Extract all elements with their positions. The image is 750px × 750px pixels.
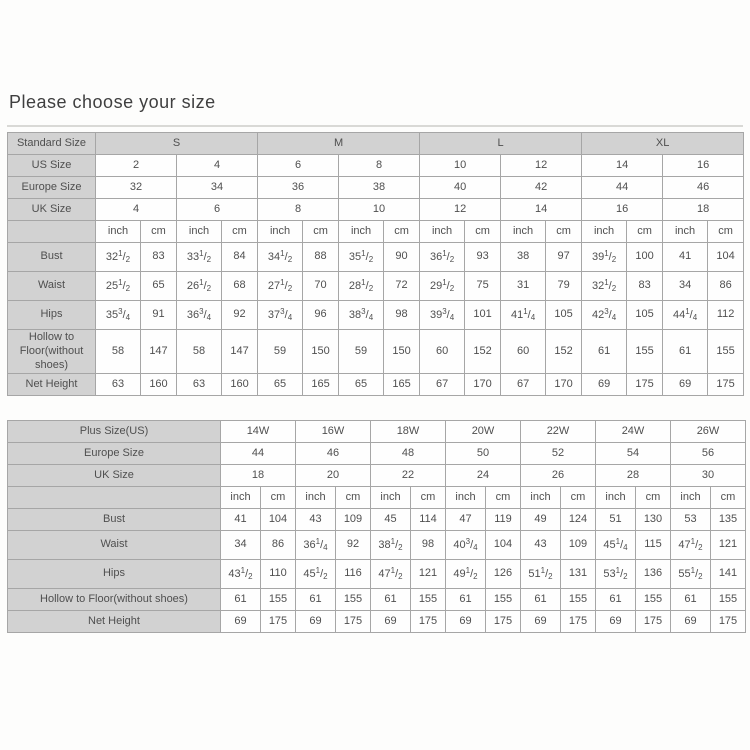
row-label: Net Height bbox=[8, 374, 96, 396]
data-cell: 47 bbox=[446, 509, 486, 531]
size-group-header: S bbox=[96, 133, 258, 155]
row-label: Net Height bbox=[8, 611, 221, 633]
unit-cell: inch bbox=[339, 221, 384, 243]
data-cell: 105 bbox=[627, 301, 663, 330]
data-cell: 36 bbox=[258, 177, 339, 199]
data-cell: 61 bbox=[521, 589, 561, 611]
table-row bbox=[8, 155, 744, 177]
unit-cell: cm bbox=[486, 487, 521, 509]
data-cell: 69 bbox=[521, 611, 561, 633]
data-cell: 22 bbox=[371, 465, 446, 487]
data-cell: 60 bbox=[501, 330, 546, 374]
data-cell: 26 bbox=[521, 465, 596, 487]
unit-cell: cm bbox=[222, 221, 258, 243]
data-cell: 155 bbox=[336, 589, 371, 611]
data-cell: 49 bbox=[521, 509, 561, 531]
data-cell: 28 bbox=[596, 465, 671, 487]
data-cell: $33^1/_2$ bbox=[177, 243, 222, 272]
data-cell: 147 bbox=[141, 330, 177, 374]
row-label: UK Size bbox=[8, 465, 221, 487]
data-cell: 69 bbox=[596, 611, 636, 633]
data-cell: 101 bbox=[465, 301, 501, 330]
data-cell: 175 bbox=[336, 611, 371, 633]
row-label: Hollow to Floor(without shoes) bbox=[8, 330, 96, 374]
unit-cell: inch bbox=[446, 487, 486, 509]
data-cell: 2 bbox=[96, 155, 177, 177]
data-cell: 121 bbox=[711, 531, 746, 560]
data-cell: 175 bbox=[486, 611, 521, 633]
data-cell: $39^1/_2$ bbox=[582, 243, 627, 272]
data-cell: 20 bbox=[296, 465, 371, 487]
data-cell: $25^1/_2$ bbox=[96, 272, 141, 301]
data-cell: 152 bbox=[546, 330, 582, 374]
data-cell: 38 bbox=[339, 177, 420, 199]
data-cell: 84 bbox=[222, 243, 258, 272]
data-cell: 165 bbox=[384, 374, 420, 396]
data-cell: 97 bbox=[546, 243, 582, 272]
data-cell: 61 bbox=[671, 589, 711, 611]
data-cell: 58 bbox=[96, 330, 141, 374]
unit-cell: inch bbox=[96, 221, 141, 243]
data-cell: 92 bbox=[336, 531, 371, 560]
data-cell: 70 bbox=[303, 272, 339, 301]
data-cell: 59 bbox=[258, 330, 303, 374]
table-row bbox=[8, 531, 746, 560]
data-cell: $32^1/_2$ bbox=[96, 243, 141, 272]
table-row bbox=[8, 487, 746, 509]
data-cell: 20W bbox=[446, 421, 521, 443]
unit-cell: cm bbox=[708, 221, 744, 243]
unit-cell: inch bbox=[501, 221, 546, 243]
data-cell: 75 bbox=[465, 272, 501, 301]
data-cell: 110 bbox=[261, 560, 296, 589]
data-cell: $27^1/_2$ bbox=[258, 272, 303, 301]
data-cell: 46 bbox=[296, 443, 371, 465]
data-cell: 38 bbox=[501, 243, 546, 272]
data-cell: $43^1/_2$ bbox=[221, 560, 261, 589]
unit-cell: cm bbox=[411, 487, 446, 509]
unit-cell: inch bbox=[521, 487, 561, 509]
unit-cell: inch bbox=[596, 487, 636, 509]
data-cell: 45 bbox=[371, 509, 411, 531]
data-cell: 10 bbox=[420, 155, 501, 177]
data-cell: 52 bbox=[521, 443, 596, 465]
title-divider bbox=[7, 125, 743, 127]
data-cell: 165 bbox=[303, 374, 339, 396]
table-row bbox=[8, 330, 744, 374]
data-cell: 53 bbox=[671, 509, 711, 531]
data-cell: $26^1/_2$ bbox=[177, 272, 222, 301]
data-cell: 104 bbox=[261, 509, 296, 531]
data-cell: 63 bbox=[177, 374, 222, 396]
unit-cell: inch bbox=[420, 221, 465, 243]
data-cell: 72 bbox=[384, 272, 420, 301]
data-cell: 51 bbox=[596, 509, 636, 531]
table-row bbox=[8, 177, 744, 199]
data-cell: 65 bbox=[141, 272, 177, 301]
data-cell: 24 bbox=[446, 465, 521, 487]
data-cell: 4 bbox=[96, 199, 177, 221]
unit-cell: cm bbox=[261, 487, 296, 509]
data-cell: 69 bbox=[371, 611, 411, 633]
data-cell: 69 bbox=[671, 611, 711, 633]
unit-cell: cm bbox=[303, 221, 339, 243]
data-cell: 65 bbox=[258, 374, 303, 396]
unit-cell: cm bbox=[546, 221, 582, 243]
data-cell: 90 bbox=[384, 243, 420, 272]
data-cell: 175 bbox=[636, 611, 671, 633]
standard-size-table bbox=[7, 132, 744, 396]
row-label bbox=[8, 487, 221, 509]
data-cell: 58 bbox=[177, 330, 222, 374]
data-cell: 16 bbox=[582, 199, 663, 221]
data-cell: $32^1/_2$ bbox=[582, 272, 627, 301]
data-cell: 61 bbox=[221, 589, 261, 611]
data-cell: $42^3/_4$ bbox=[582, 301, 627, 330]
data-cell: 86 bbox=[708, 272, 744, 301]
unit-cell: inch bbox=[296, 487, 336, 509]
data-cell: $47^1/_2$ bbox=[671, 531, 711, 560]
page-title: Please choose your size bbox=[9, 92, 216, 112]
data-cell: $41^1/_4$ bbox=[501, 301, 546, 330]
unit-cell: cm bbox=[561, 487, 596, 509]
data-cell: 130 bbox=[636, 509, 671, 531]
data-cell: 69 bbox=[446, 611, 486, 633]
data-cell: 16 bbox=[663, 155, 744, 177]
row-label: Bust bbox=[8, 509, 221, 531]
data-cell: 44 bbox=[221, 443, 296, 465]
data-cell: 150 bbox=[303, 330, 339, 374]
data-cell: 112 bbox=[708, 301, 744, 330]
data-cell: 86 bbox=[261, 531, 296, 560]
table-row bbox=[8, 133, 744, 155]
data-cell: 175 bbox=[261, 611, 296, 633]
unit-cell: inch bbox=[671, 487, 711, 509]
unit-cell: inch bbox=[221, 487, 261, 509]
row-label: Hollow to Floor(without shoes) bbox=[8, 589, 221, 611]
data-cell: 98 bbox=[411, 531, 446, 560]
data-cell: 141 bbox=[711, 560, 746, 589]
data-cell: 83 bbox=[141, 243, 177, 272]
data-cell: $36^1/_4$ bbox=[296, 531, 336, 560]
data-cell: $38^1/_2$ bbox=[371, 531, 411, 560]
data-cell: 175 bbox=[561, 611, 596, 633]
data-cell: 69 bbox=[663, 374, 708, 396]
data-cell: 26W bbox=[671, 421, 746, 443]
data-cell: 155 bbox=[627, 330, 663, 374]
data-cell: $45^1/_2$ bbox=[296, 560, 336, 589]
data-cell: 114 bbox=[411, 509, 446, 531]
unit-cell: cm bbox=[627, 221, 663, 243]
table-row bbox=[8, 421, 746, 443]
data-cell: 155 bbox=[261, 589, 296, 611]
data-cell: 69 bbox=[221, 611, 261, 633]
data-cell: 24W bbox=[596, 421, 671, 443]
data-cell: 56 bbox=[671, 443, 746, 465]
row-label: Hips bbox=[8, 560, 221, 589]
row-label: UK Size bbox=[8, 199, 96, 221]
unit-cell: cm bbox=[636, 487, 671, 509]
data-cell: 34 bbox=[221, 531, 261, 560]
data-cell: 67 bbox=[420, 374, 465, 396]
data-cell: $37^3/_4$ bbox=[258, 301, 303, 330]
data-cell: $28^1/_2$ bbox=[339, 272, 384, 301]
data-cell: 63 bbox=[96, 374, 141, 396]
unit-cell: inch bbox=[371, 487, 411, 509]
unit-cell: inch bbox=[663, 221, 708, 243]
table-row bbox=[8, 560, 746, 589]
data-cell: 116 bbox=[336, 560, 371, 589]
data-cell: 48 bbox=[371, 443, 446, 465]
data-cell: 61 bbox=[596, 589, 636, 611]
data-cell: 68 bbox=[222, 272, 258, 301]
data-cell: 34 bbox=[177, 177, 258, 199]
data-cell: 131 bbox=[561, 560, 596, 589]
row-label: US Size bbox=[8, 155, 96, 177]
data-cell: 61 bbox=[446, 589, 486, 611]
unit-cell: cm bbox=[465, 221, 501, 243]
data-cell: 12 bbox=[420, 199, 501, 221]
size-group-header: M bbox=[258, 133, 420, 155]
unit-cell: inch bbox=[258, 221, 303, 243]
data-cell: 61 bbox=[296, 589, 336, 611]
table-row bbox=[8, 199, 744, 221]
data-cell: 155 bbox=[411, 589, 446, 611]
row-label: Plus Size(US) bbox=[8, 421, 221, 443]
data-cell: 16W bbox=[296, 421, 371, 443]
data-cell: 18 bbox=[221, 465, 296, 487]
data-cell: $34^1/_2$ bbox=[258, 243, 303, 272]
unit-cell: cm bbox=[141, 221, 177, 243]
row-label: Waist bbox=[8, 531, 221, 560]
data-cell: 155 bbox=[486, 589, 521, 611]
data-cell: 67 bbox=[501, 374, 546, 396]
data-cell: 155 bbox=[711, 589, 746, 611]
table-row bbox=[8, 374, 744, 396]
data-cell: 61 bbox=[663, 330, 708, 374]
data-cell: 170 bbox=[546, 374, 582, 396]
table-row bbox=[8, 221, 744, 243]
data-cell: 175 bbox=[627, 374, 663, 396]
table-row bbox=[8, 465, 746, 487]
plus-size-table bbox=[7, 420, 746, 633]
data-cell: 14W bbox=[221, 421, 296, 443]
data-cell: 175 bbox=[708, 374, 744, 396]
data-cell: $49^1/_2$ bbox=[446, 560, 486, 589]
data-cell: $35^3/_4$ bbox=[96, 301, 141, 330]
data-cell: 22W bbox=[521, 421, 596, 443]
data-cell: 18 bbox=[663, 199, 744, 221]
data-cell: 18W bbox=[371, 421, 446, 443]
unit-cell: cm bbox=[711, 487, 746, 509]
row-label: Waist bbox=[8, 272, 96, 301]
data-cell: 126 bbox=[486, 560, 521, 589]
unit-cell: cm bbox=[384, 221, 420, 243]
data-cell: 60 bbox=[420, 330, 465, 374]
data-cell: 59 bbox=[339, 330, 384, 374]
data-cell: 14 bbox=[582, 155, 663, 177]
data-cell: 155 bbox=[708, 330, 744, 374]
data-cell: 136 bbox=[636, 560, 671, 589]
unit-cell: cm bbox=[336, 487, 371, 509]
data-cell: 83 bbox=[627, 272, 663, 301]
data-cell: $38^3/_4$ bbox=[339, 301, 384, 330]
data-cell: 150 bbox=[384, 330, 420, 374]
data-cell: 8 bbox=[339, 155, 420, 177]
data-cell: 124 bbox=[561, 509, 596, 531]
data-cell: 175 bbox=[711, 611, 746, 633]
data-cell: $51^1/_2$ bbox=[521, 560, 561, 589]
data-cell: $55^1/_2$ bbox=[671, 560, 711, 589]
data-cell: 32 bbox=[96, 177, 177, 199]
data-cell: 41 bbox=[221, 509, 261, 531]
size-group-header: L bbox=[420, 133, 582, 155]
data-cell: 160 bbox=[222, 374, 258, 396]
unit-cell: inch bbox=[177, 221, 222, 243]
data-cell: 44 bbox=[582, 177, 663, 199]
data-cell: 119 bbox=[486, 509, 521, 531]
data-cell: 6 bbox=[177, 199, 258, 221]
row-label: Europe Size bbox=[8, 443, 221, 465]
data-cell: 8 bbox=[258, 199, 339, 221]
row-label: Bust bbox=[8, 243, 96, 272]
data-cell: 104 bbox=[486, 531, 521, 560]
data-cell: 69 bbox=[296, 611, 336, 633]
size-chart-page bbox=[0, 92, 750, 633]
data-cell: $53^1/_2$ bbox=[596, 560, 636, 589]
data-cell: 41 bbox=[663, 243, 708, 272]
data-cell: 155 bbox=[636, 589, 671, 611]
table-row bbox=[8, 301, 744, 330]
data-cell: 93 bbox=[465, 243, 501, 272]
data-cell: $36^3/_4$ bbox=[177, 301, 222, 330]
data-cell: 65 bbox=[339, 374, 384, 396]
data-cell: 105 bbox=[546, 301, 582, 330]
data-cell: 43 bbox=[521, 531, 561, 560]
data-cell: 115 bbox=[636, 531, 671, 560]
data-cell: 34 bbox=[663, 272, 708, 301]
table-row bbox=[8, 589, 746, 611]
data-cell: 40 bbox=[420, 177, 501, 199]
data-cell: $29^1/_2$ bbox=[420, 272, 465, 301]
data-cell: $45^1/_4$ bbox=[596, 531, 636, 560]
data-cell: 160 bbox=[141, 374, 177, 396]
data-cell: 109 bbox=[336, 509, 371, 531]
data-cell: 155 bbox=[561, 589, 596, 611]
data-cell: 109 bbox=[561, 531, 596, 560]
data-cell: $39^3/_4$ bbox=[420, 301, 465, 330]
data-cell: 98 bbox=[384, 301, 420, 330]
data-cell: 31 bbox=[501, 272, 546, 301]
data-cell: 91 bbox=[141, 301, 177, 330]
data-cell: 104 bbox=[708, 243, 744, 272]
data-cell: 61 bbox=[371, 589, 411, 611]
data-cell: $35^1/_2$ bbox=[339, 243, 384, 272]
data-cell: 147 bbox=[222, 330, 258, 374]
data-cell: 43 bbox=[296, 509, 336, 531]
data-cell: 100 bbox=[627, 243, 663, 272]
data-cell: 88 bbox=[303, 243, 339, 272]
table-row bbox=[8, 509, 746, 531]
table-row bbox=[8, 272, 744, 301]
data-cell: $44^1/_4$ bbox=[663, 301, 708, 330]
data-cell: 30 bbox=[671, 465, 746, 487]
row-label: Standard Size bbox=[8, 133, 96, 155]
data-cell: 61 bbox=[582, 330, 627, 374]
data-cell: 170 bbox=[465, 374, 501, 396]
data-cell: 96 bbox=[303, 301, 339, 330]
data-cell: 79 bbox=[546, 272, 582, 301]
data-cell: 46 bbox=[663, 177, 744, 199]
data-cell: 152 bbox=[465, 330, 501, 374]
data-cell: $47^1/_2$ bbox=[371, 560, 411, 589]
data-cell: 135 bbox=[711, 509, 746, 531]
data-cell: $40^3/_4$ bbox=[446, 531, 486, 560]
data-cell: 50 bbox=[446, 443, 521, 465]
data-cell: 69 bbox=[582, 374, 627, 396]
row-label bbox=[8, 221, 96, 243]
data-cell: 92 bbox=[222, 301, 258, 330]
table-row bbox=[8, 243, 744, 272]
size-group-header: XL bbox=[582, 133, 744, 155]
data-cell: 54 bbox=[596, 443, 671, 465]
table-row bbox=[8, 443, 746, 465]
data-cell: $36^1/_2$ bbox=[420, 243, 465, 272]
data-cell: 14 bbox=[501, 199, 582, 221]
data-cell: 12 bbox=[501, 155, 582, 177]
data-cell: 6 bbox=[258, 155, 339, 177]
row-label: Europe Size bbox=[8, 177, 96, 199]
data-cell: 42 bbox=[501, 177, 582, 199]
data-cell: 121 bbox=[411, 560, 446, 589]
row-label: Hips bbox=[8, 301, 96, 330]
data-cell: 4 bbox=[177, 155, 258, 177]
unit-cell: inch bbox=[582, 221, 627, 243]
data-cell: 10 bbox=[339, 199, 420, 221]
data-cell: 175 bbox=[411, 611, 446, 633]
table-row bbox=[8, 611, 746, 633]
